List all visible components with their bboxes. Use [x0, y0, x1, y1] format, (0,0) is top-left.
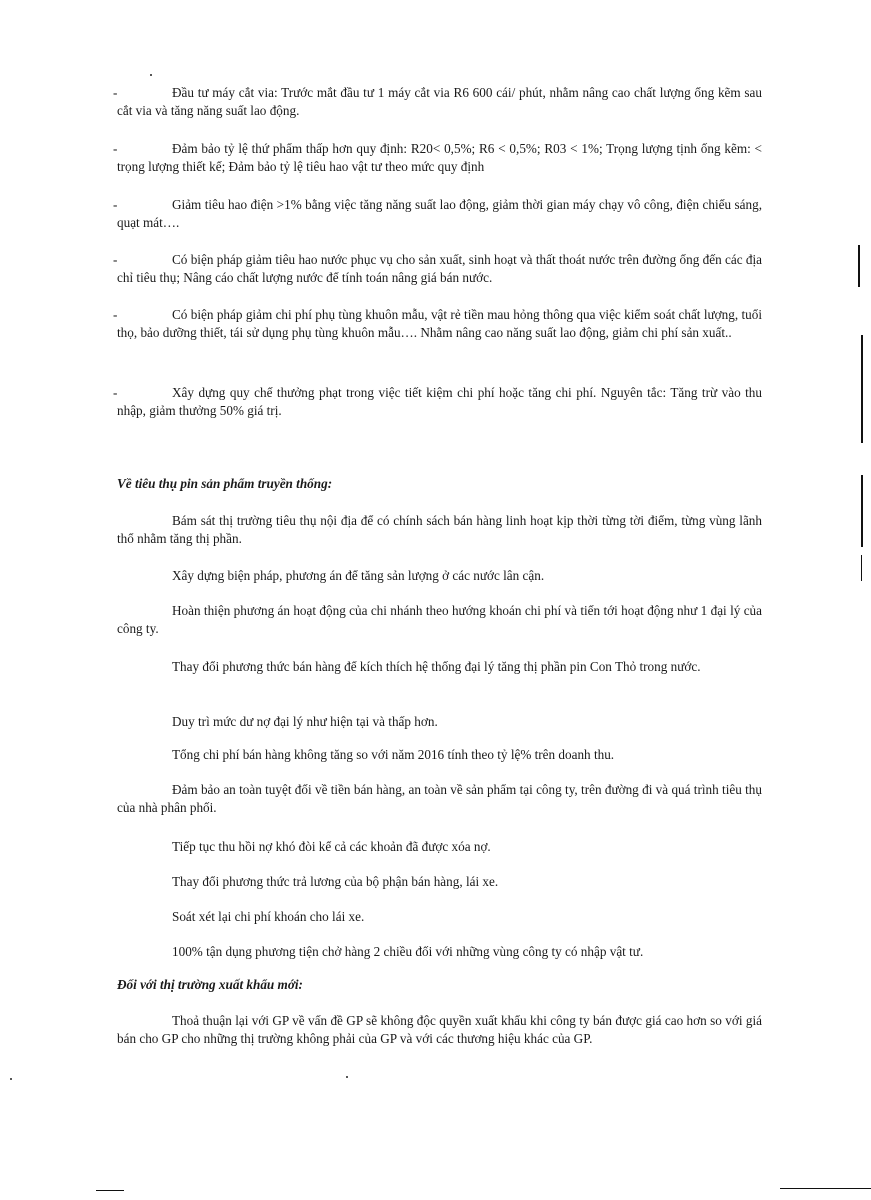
bullet-text: Giảm tiêu hao điện >1% bằng việc tăng năng suất lao động, giảm thời gian máy chạy vô công, điện chiếu sáng, quạt mát…. [117, 197, 762, 230]
paragraph: Thoả thuận lại với GP về vấn đề GP sẽ không độc quyền xuất khẩu khi công ty bán được giá cao hơn so với giá bán cho GP cho những thị trường không phải của GP và với các thương hiệu khác của GP. [117, 1013, 762, 1046]
bullet-item [113, 384, 762, 420]
bullet-dash: - [113, 385, 118, 400]
scan-line [780, 1188, 871, 1189]
bullet-item [113, 251, 762, 287]
bullet-item [113, 306, 762, 342]
section-heading: Đối với thị trường xuất khẩu mới: [117, 977, 303, 992]
bullet-text: Có biện pháp giảm chi phí phụ tùng khuôn mẫu, vật rẻ tiền mau hỏng thông qua việc kiểm soát chất lượng, tuổi thọ, bảo dưỡng thiết, tái sử dụng phụ tùng khuôn mẫu…. Nhằm nâng cao năng suất lao động, giảm chi phí sản xuất.. [117, 307, 762, 340]
scan-dot [10, 1078, 12, 1080]
bullet-text: Đảm bảo tỷ lệ thứ phẩm thấp hơn quy định: R20< 0,5%; R6 < 0,5%; R03 < 1%; Trọng lượng tịnh ống kẽm: < trọng lượng thiết kế; Đảm bảo tỷ lệ tiêu hao vật tư theo mức quy định [117, 141, 762, 174]
paragraph: Soát xét lại chi phí khoán cho lái xe. [172, 909, 365, 924]
section-heading: Về tiêu thụ pin sản phẩm truyền thống: [117, 476, 333, 491]
paragraph: Tiếp tục thu hồi nợ khó đòi kể cả các khoản đã được xóa nợ. [172, 839, 491, 854]
scan-dot [346, 1076, 348, 1078]
bullet-dash: - [113, 141, 118, 156]
paragraph: 100% tận dụng phương tiện chở hàng 2 chiều đối với những vùng công ty có nhập vật tư. [172, 944, 644, 959]
paragraph: Thay đổi phương thức trả lương của bộ phận bán hàng, lái xe. [172, 874, 499, 889]
bullet-dash: - [113, 307, 118, 322]
paragraph: Duy trì mức dư nợ đại lý như hiện tại và thấp hơn. [172, 714, 438, 729]
scan-dot [150, 74, 152, 76]
scan-mark [861, 475, 863, 547]
bullet-item [113, 84, 762, 120]
bullet-dash: - [113, 252, 118, 267]
bullet-text: Đầu tư máy cắt via: Trước mắt đầu tư 1 máy cắt via R6 600 cái/ phút, nhằm nâng cao chất lượng ống kẽm sau cắt via và tăng năng suất lao động. [117, 85, 762, 118]
scan-mark [861, 555, 862, 581]
bullet-item [113, 196, 762, 232]
bullet-text: Có biện pháp giảm tiêu hao nước phục vụ cho sản xuất, sinh hoạt và thất thoát nước trên đường ống đến các địa chỉ tiêu thụ; Nâng cáo chất lượng nước để tính toán nâng giá bán nước. [117, 252, 762, 285]
paragraph: Thay đổi phương thức bán hàng để kích thích hệ thống đại lý tăng thị phần pin Con Thỏ trong nước. [172, 659, 701, 674]
scan-line [96, 1190, 124, 1191]
paragraph: Hoàn thiện phương án hoạt động của chi nhánh theo hướng khoán chi phí và tiến tới hoạt động như 1 đại lý của công ty. [117, 603, 762, 636]
paragraph: Bám sát thị trường tiêu thụ nội địa để có chính sách bán hàng linh hoạt kịp thời từng tời điểm, từng vùng lãnh thổ nhằm tăng thị phần. [117, 513, 762, 546]
scan-mark [858, 245, 860, 287]
paragraph: Đảm bảo an toàn tuyệt đối về tiền bán hàng, an toàn về sản phẩm tại công ty, trên đường đi và quá trình tiêu thụ của nhà phân phối. [117, 782, 762, 815]
bullet-dash: - [113, 85, 118, 100]
bullet-item [113, 140, 762, 176]
paragraph: Xây dựng biện pháp, phương án để tăng sản lượng ở các nước lân cận. [172, 568, 545, 583]
scan-mark [861, 335, 863, 443]
paragraph: Tổng chi phí bán hàng không tăng so với năm 2016 tính theo tỷ lệ% trên doanh thu. [172, 747, 615, 762]
bullet-dash: - [113, 197, 118, 212]
bullet-text: Xây dựng quy chế thưởng phạt trong việc tiết kiệm chi phí hoặc tăng chi phí. Nguyên tắc: Tăng trừ vào thu nhập, giảm thưởng 50% giá trị. [117, 385, 762, 418]
